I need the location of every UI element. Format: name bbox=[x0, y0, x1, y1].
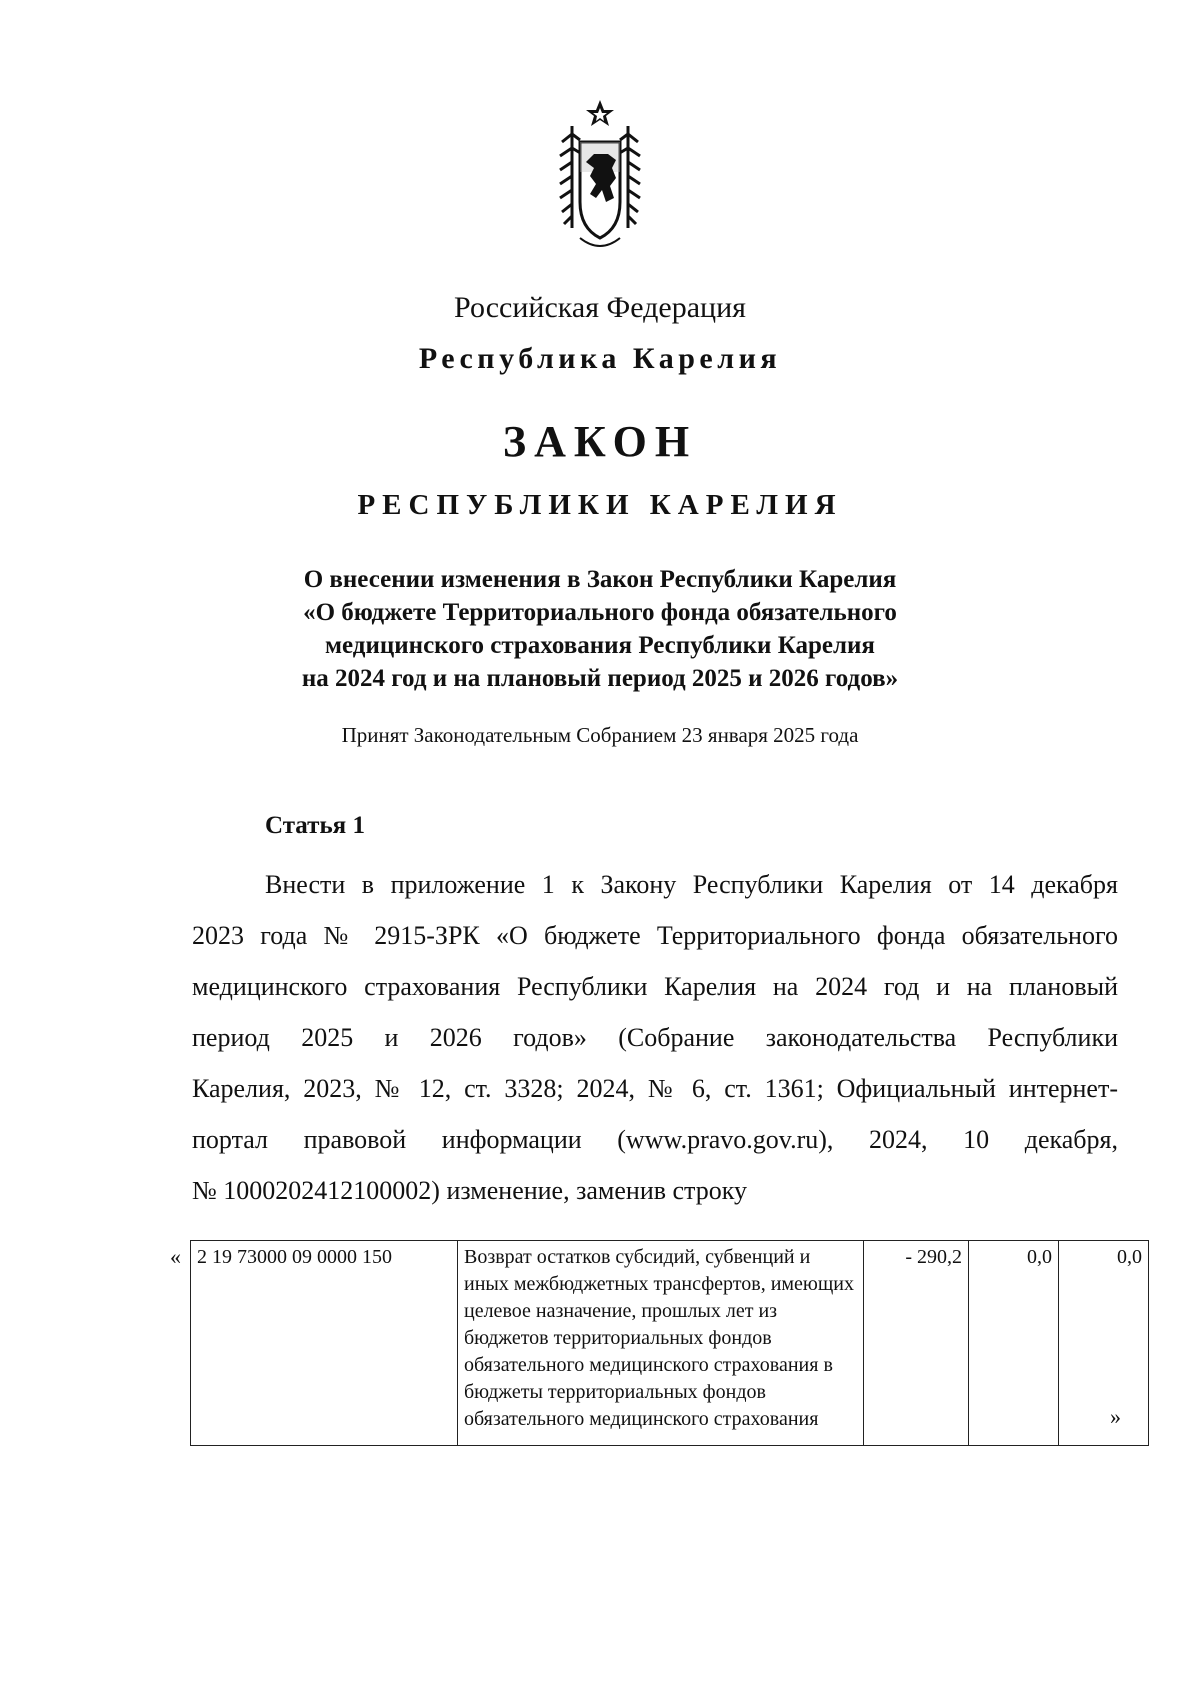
republic-name: Республика Карелия bbox=[418, 342, 782, 375]
article-heading: Статья 1 bbox=[265, 812, 365, 839]
article-text-line: № 1000202412100002) изменение, заменив строку bbox=[192, 1176, 747, 1205]
law-title-line: на 2024 год и на плановый период 2025 и 2026 годов» bbox=[301, 665, 899, 692]
article-text-line: Карелия, 2023, № 12, ст. 3328; 2024, № 6, ст. 1361; Официальный интернет- bbox=[192, 1074, 1118, 1103]
federation-name: Российская Федерация bbox=[454, 291, 746, 324]
close-quote: » bbox=[1110, 1404, 1121, 1429]
value-2026-cell: 0,0 bbox=[1059, 1241, 1149, 1446]
budget-code-cell: 2 19 73000 09 0000 150 bbox=[191, 1241, 458, 1446]
law-title-line: медицинского страхования Республики Карелия bbox=[325, 632, 875, 659]
budget-row-table bbox=[190, 1240, 1149, 1446]
article-text-line: медицинского страхования Республики Карелия на 2024 год и на плановый bbox=[192, 972, 1118, 1001]
law-title-line: О внесении изменения в Закон Республики Карелия bbox=[303, 566, 897, 593]
table-row bbox=[191, 1241, 1149, 1446]
open-quote: « bbox=[170, 1244, 181, 1269]
karelia-coat-of-arms-icon bbox=[550, 98, 650, 258]
value-2025-cell: 0,0 bbox=[969, 1241, 1059, 1446]
law-issuer: РЕСПУБЛИКИ КАРЕЛИЯ bbox=[357, 489, 843, 521]
article-text-line: 2023 года № 2915-ЗРК «О бюджете Территориального фонда обязательного bbox=[192, 921, 1118, 950]
article-text-line: период 2025 и 2026 годов» (Собрание законодательства Республики bbox=[192, 1023, 1118, 1052]
adoption-note: Принят Законодательным Собранием 23 января 2025 года bbox=[341, 723, 859, 747]
article-text-line: портал правовой информации (www.pravo.gov.ru), 2024, 10 декабря, bbox=[192, 1125, 1118, 1154]
article-text-line: Внести в приложение 1 к Закону Республики Карелия от 14 декабря bbox=[265, 870, 1118, 899]
value-2024-cell: - 290,2 bbox=[864, 1241, 969, 1446]
description-cell: Возврат остатков субсидий, субвенций и иных межбюджетных трансфертов, имеющих целевое назначение, прошлых лет из бюджетов территориальных фондов обязательного медицинского страхования в бюджеты территориальных фондов обязательного медицинского страхования bbox=[458, 1241, 864, 1446]
document-type: ЗАКОН bbox=[502, 417, 698, 466]
law-title-line: «О бюджете Территориального фонда обязательного bbox=[303, 599, 897, 626]
